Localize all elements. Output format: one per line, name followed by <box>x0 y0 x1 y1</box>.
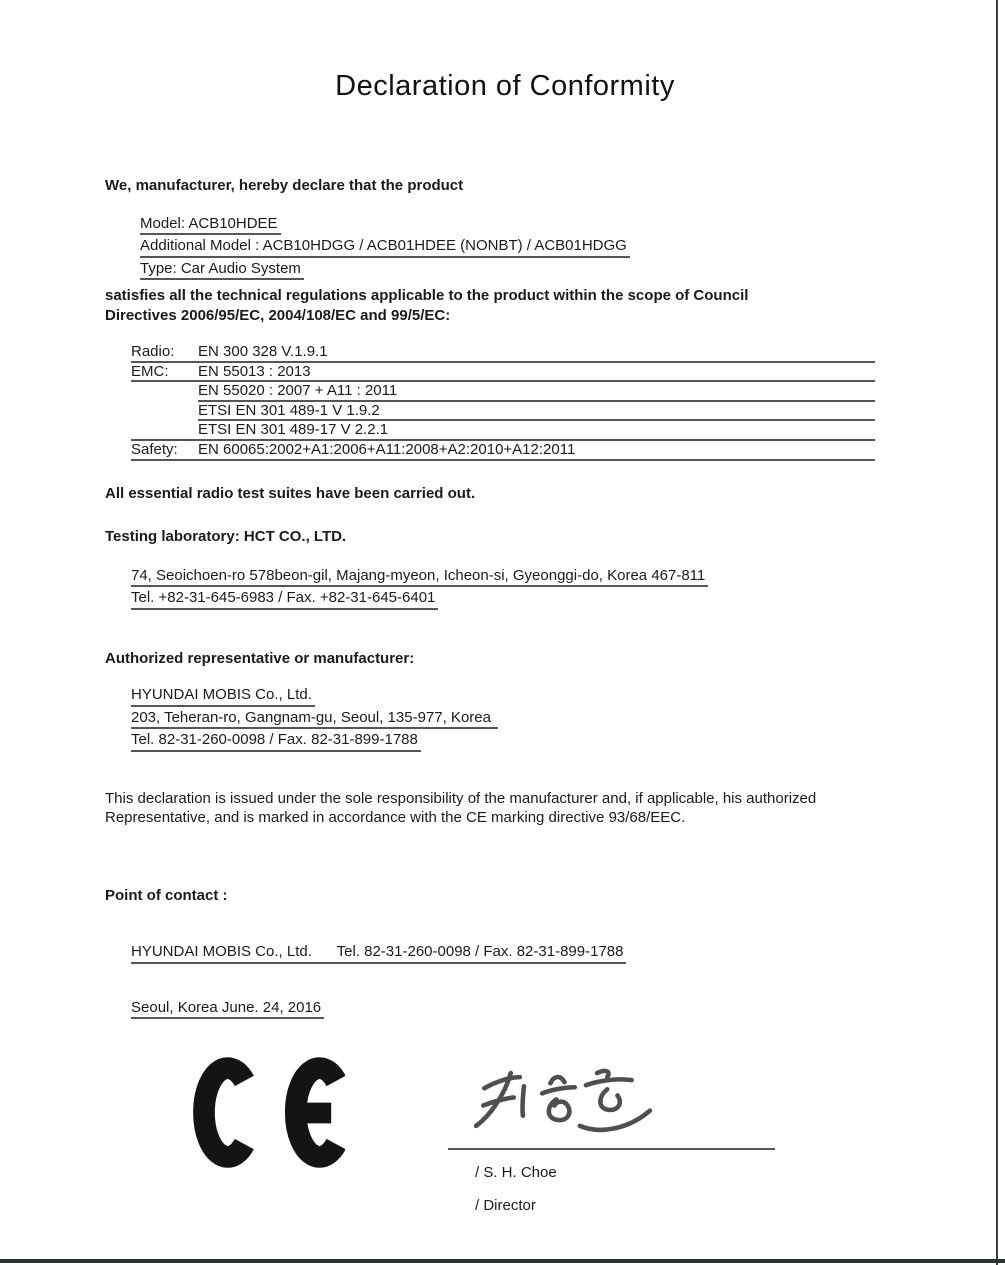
satisfies-line-2: Directives 2006/95/EC, 2004/108/EC and 99/5/EC: <box>105 306 451 324</box>
footer-row <box>105 1056 905 1215</box>
contact-heading: Point of contact : <box>105 886 228 904</box>
lab-address-line <box>131 567 905 588</box>
place-date: Seoul, Korea June. 24, 2016 <box>131 999 324 1020</box>
place-date-line <box>131 999 905 1020</box>
standard-value: EN 55020 : 2007 + A11 : 2011 <box>198 382 875 402</box>
standard-row <box>131 402 875 422</box>
standards-table <box>131 343 875 461</box>
lab-address: 74, Seoichoen-ro 578beon-gil, Majang-myeon, Icheon-si, Gyeonggi-do, Korea 467-811 <box>131 567 708 588</box>
representative-block <box>131 686 905 752</box>
page-title: Declaration of Conformity <box>335 70 675 102</box>
lab-phone-line <box>131 589 905 610</box>
standard-category: Radio: <box>131 343 175 360</box>
representative-company-line <box>131 686 905 707</box>
responsibility-line-2: Representative, and is marked in accordance with the CE marking directive 93/68/EEC. <box>105 809 686 827</box>
signature-block <box>448 1056 778 1215</box>
model-block <box>140 215 905 281</box>
place-date-block <box>131 999 905 1020</box>
lab-phone: Tel. +82-31-645-6983 / Fax. +82-31-645-6401 <box>131 589 438 610</box>
intro-statement: We, manufacturer, hereby declare that the product <box>105 177 464 194</box>
standard-row-emc <box>131 363 875 383</box>
model-value: Model: ACB10HDEE <box>140 215 281 236</box>
standard-category <box>131 402 198 422</box>
signature-image <box>466 1062 654 1142</box>
standard-value: EN 300 328 V.1.9.1 <box>198 343 328 360</box>
standard-row-radio <box>131 343 875 363</box>
ce-mark-icon <box>193 1056 345 1169</box>
standard-value: EN 60065:2002+A1:2006+A11:2008+A2:2010+A12:2011 <box>198 440 576 458</box>
contact-line <box>131 943 905 964</box>
standard-row <box>131 421 875 441</box>
representative-company: HYUNDAI MOBIS Co., Ltd. <box>131 686 315 707</box>
type-value: Type: Car Audio System <box>140 260 304 281</box>
representative-phone: Tel. 82-31-260-0098 / Fax. 82-31-899-1788 <box>131 731 421 752</box>
testing-lab-block <box>131 567 905 610</box>
contact-block <box>131 943 905 964</box>
signatory-name: / S. H. Choe <box>475 1164 557 1182</box>
standard-category <box>131 421 198 439</box>
standard-row <box>131 382 875 402</box>
standard-category <box>131 382 198 402</box>
standard-category: EMC: <box>131 362 169 380</box>
signatory-title: / Director <box>475 1196 536 1214</box>
standard-value: ETSI EN 301 489-1 V 1.9.2 <box>198 402 875 422</box>
standard-row-safety <box>131 441 875 461</box>
satisfies-line-1: satisfies all the technical regulations applicable to the product within the scope of Council <box>105 287 749 304</box>
standard-category: Safety: <box>131 440 178 458</box>
representative-heading: Authorized representative or manufacturer: <box>105 649 415 667</box>
additional-model-line <box>140 237 905 258</box>
signature-line <box>448 1148 775 1150</box>
testing-lab-heading: Testing laboratory: HCT CO., LTD. <box>105 528 347 546</box>
responsibility-line-1: This declaration is issued under the sole responsibility of the manufacturer and, if applicable, his authorized <box>105 789 817 807</box>
satisfies-paragraph <box>105 286 905 325</box>
contact-details: HYUNDAI MOBIS Co., Ltd. Tel. 82-31-260-0098 / Fax. 82-31-899-1788 <box>131 943 626 964</box>
radio-test-note: All essential radio test suites have been carried out. <box>105 484 476 502</box>
representative-address-line <box>131 709 905 730</box>
responsibility-paragraph <box>105 789 905 828</box>
type-line <box>140 260 905 281</box>
additional-model-value: Additional Model : ACB10HDGG / ACB01HDEE (NONBT) / ACB01HDGG <box>140 237 630 258</box>
representative-address: 203, Teheran-ro, Gangnam-gu, Seoul, 135-977, Korea <box>131 709 498 730</box>
model-line <box>140 215 905 236</box>
standard-value: EN 55013 : 2013 <box>198 362 311 380</box>
standard-value: ETSI EN 301 489-17 V 2.2.1 <box>198 421 389 439</box>
representative-phone-line <box>131 731 905 752</box>
